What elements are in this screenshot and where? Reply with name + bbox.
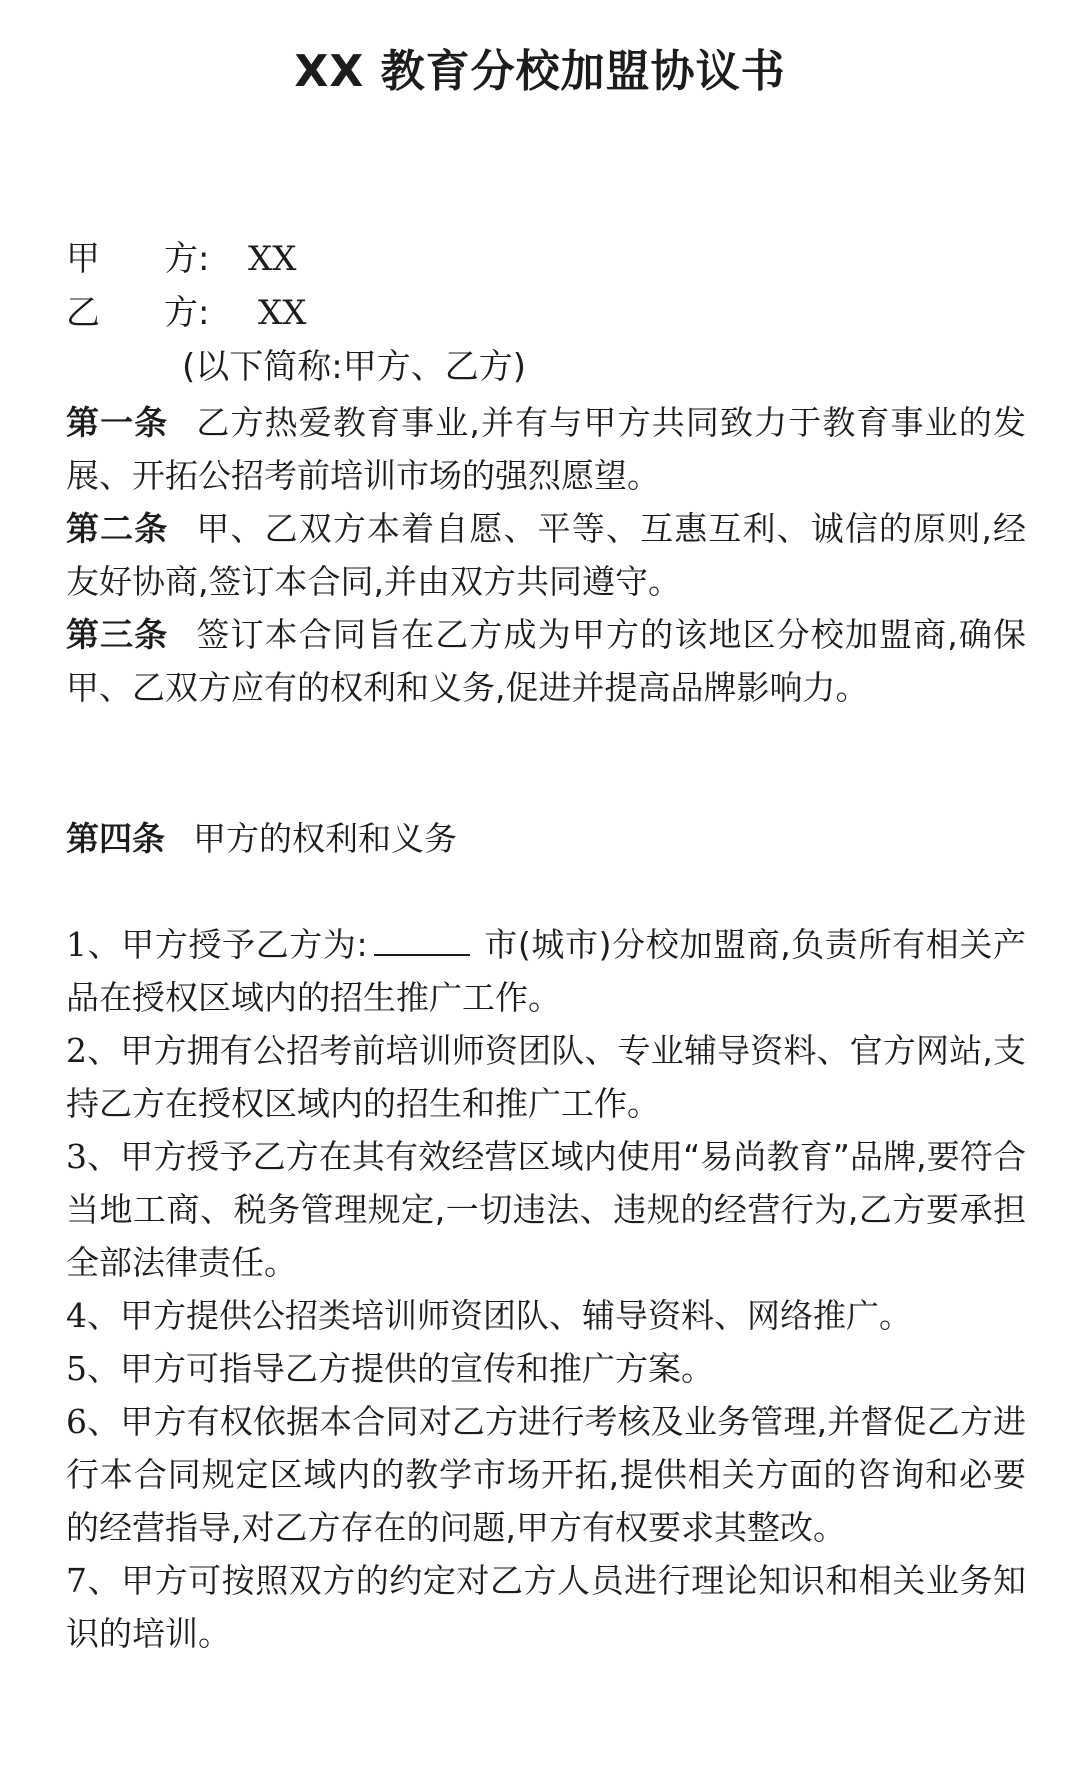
party-a-label-2: 方: xyxy=(164,239,210,279)
article-text: 乙方热爱教育事业,并有与甲方共同致力于教育事业的发展、开拓公招考前培训市场的强烈愿望。 xyxy=(66,403,1026,495)
article-number: 第三条 xyxy=(66,615,169,654)
clause-number: 7 xyxy=(66,1561,87,1600)
clause-3 xyxy=(66,1130,1026,1289)
document-title: XX 教育分校加盟协议书 xyxy=(294,46,786,97)
clause-number: 1 xyxy=(66,925,87,964)
article-1 xyxy=(66,396,1026,502)
article-text: 签订本合同旨在乙方成为甲方的该地区分校加盟商,确保甲、乙双方应有的权利和义务,促进并提高品牌影响力。 xyxy=(66,615,1026,707)
articles-1-3 xyxy=(66,396,1026,714)
parties-block xyxy=(66,232,526,394)
clause-4 xyxy=(66,1289,1026,1342)
clause-5 xyxy=(66,1342,1026,1395)
clause-number: 4 xyxy=(66,1296,87,1335)
clause-text-post: 市(城市)分校加盟商,负责所有相关产品在授权区域内的招生推广工作。 xyxy=(66,925,1026,1017)
party-b-label-1: 乙 xyxy=(66,293,100,333)
article-4-clauses xyxy=(66,918,1026,1660)
city-blank-line xyxy=(374,920,470,956)
article-2 xyxy=(66,502,1026,608)
article-number: 第一条 xyxy=(66,403,169,442)
party-a-value: XX xyxy=(248,239,297,279)
clause-2 xyxy=(66,1024,1026,1130)
party-b-label-2: 方: xyxy=(164,293,210,333)
clause-text: 、甲方可指导乙方提供的宣传和推广方案。 xyxy=(87,1349,714,1388)
clause-text: 、甲方可按照双方的约定对乙方人员进行理论知识和相关业务知识的培训。 xyxy=(66,1561,1026,1653)
party-b-value: XX xyxy=(258,293,307,333)
parties-abbreviation: (以下简称:甲方、乙方) xyxy=(182,347,526,387)
article-number: 第四条 xyxy=(66,819,165,858)
article-4-heading xyxy=(66,812,1026,865)
party-a-row xyxy=(66,232,526,286)
clause-7 xyxy=(66,1554,1026,1660)
clause-text: 、甲方授予乙方在其有效经营区域内使用“易尚教育”品牌,要符合当地工商、税务管理规定,一切违法、违规的经营行为,乙方要承担全部法律责任。 xyxy=(66,1137,1026,1282)
clause-text: 、甲方提供公招类培训师资团队、辅导资料、网络推广。 xyxy=(87,1296,912,1335)
clause-text: 、甲方有权依据本合同对乙方进行考核及业务管理,并督促乙方进行本合同规定区域内的教学市场开拓,提供相关方面的咨询和必要的经营指导,对乙方存在的问题,甲方有权要求其整改。 xyxy=(66,1402,1026,1547)
party-b-row xyxy=(66,286,526,340)
article-number: 第二条 xyxy=(66,509,169,548)
party-a-label-1: 甲 xyxy=(66,239,100,279)
article-text: 甲、乙双方本着自愿、平等、互惠互利、诚信的原则,经友好协商,签订本合同,并由双方共同遵守。 xyxy=(66,509,1026,601)
clause-text: 、甲方拥有公招考前培训师资团队、专业辅导资料、官方网站,支持乙方在授权区域内的招生和推广工作。 xyxy=(66,1031,1026,1123)
clause-number: 6 xyxy=(66,1402,87,1441)
clause-6 xyxy=(66,1395,1026,1554)
clause-text-pre: 、甲方授予乙方为: xyxy=(87,925,368,964)
clause-number: 5 xyxy=(66,1349,87,1388)
clause-number: 2 xyxy=(66,1031,87,1070)
clause-1 xyxy=(66,918,1026,1024)
article-text: 甲方的权利和义务 xyxy=(193,819,457,858)
clause-number: 3 xyxy=(66,1137,87,1176)
article-3 xyxy=(66,608,1026,714)
